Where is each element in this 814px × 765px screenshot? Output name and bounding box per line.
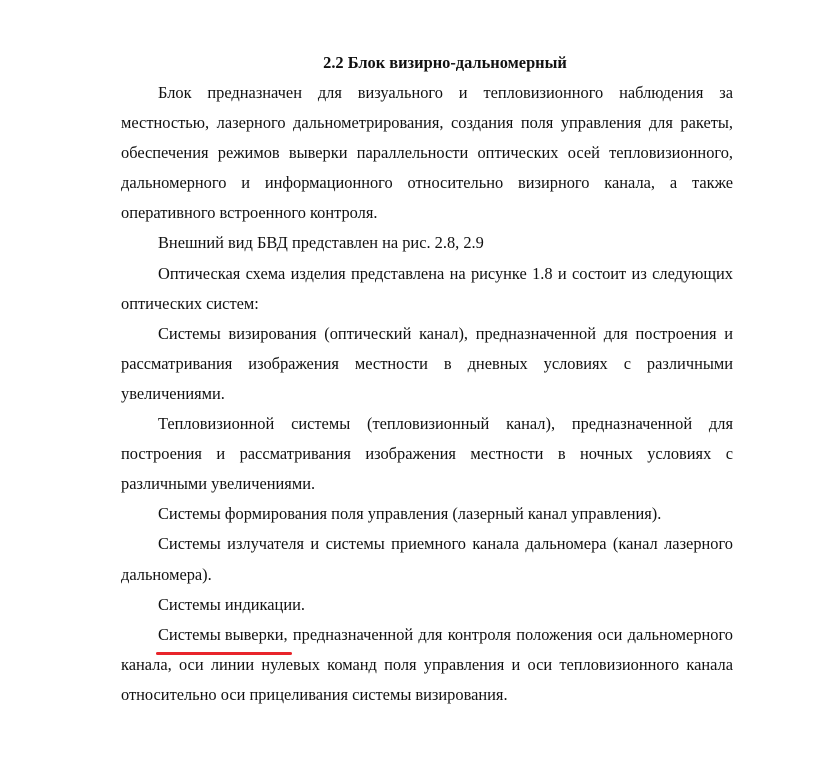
paragraph-thermal-system: Тепловизионной системы (тепловизионный канал), предназначенной для построения и рассматривания изображения местности в ночных условиях с различными увеличениями. — [121, 414, 733, 494]
section-title: 2.2 Блок визирно-дальномерный — [323, 53, 567, 72]
document-page — [121, 48, 733, 710]
paragraph-indication-system: Системы индикации. — [158, 594, 305, 614]
paragraph-control-field-system: Системы формирования поля управления (лазерный канал управления). — [158, 504, 662, 524]
paragraph-appearance: Внешний вид БВД представлен на рис. 2.8, 2.9 — [158, 233, 484, 253]
paragraph-sighting-system: Системы визирования (оптический канал), предназначенной для построения и рассматривания изображения местности в дневных условиях с различными увеличениями. — [121, 323, 733, 403]
paragraph-alignment-system — [121, 620, 733, 710]
paragraph-optical-scheme: Оптическая схема изделия представлена на рисунке 1.8 и состоит из следующих оптических систем: — [121, 263, 733, 313]
red-underline-highlight: Системы выверки, — [158, 620, 288, 650]
paragraph-purpose: Блок предназначен для визуального и тепловизионного наблюдения за местностью, лазерного дальнометрирования, создания поля управления для ракеты, обеспечения режимов выверки параллельности оптических осей тепловизионного, дальномерного и информационного относительно визирного канала, а также оперативного встроенного контроля. — [121, 83, 733, 223]
paragraph-alignment-rest: предназначенной для контроля положения оси дальномерного канала, оси линии нулевых команд поля управления и оси тепловизионного канала относительно оси прицеливания системы визирования. — [121, 624, 733, 704]
paragraph-rangefinder-system: Системы излучателя и системы приемного канала дальномера (канал лазерного дальномера). — [121, 534, 733, 584]
